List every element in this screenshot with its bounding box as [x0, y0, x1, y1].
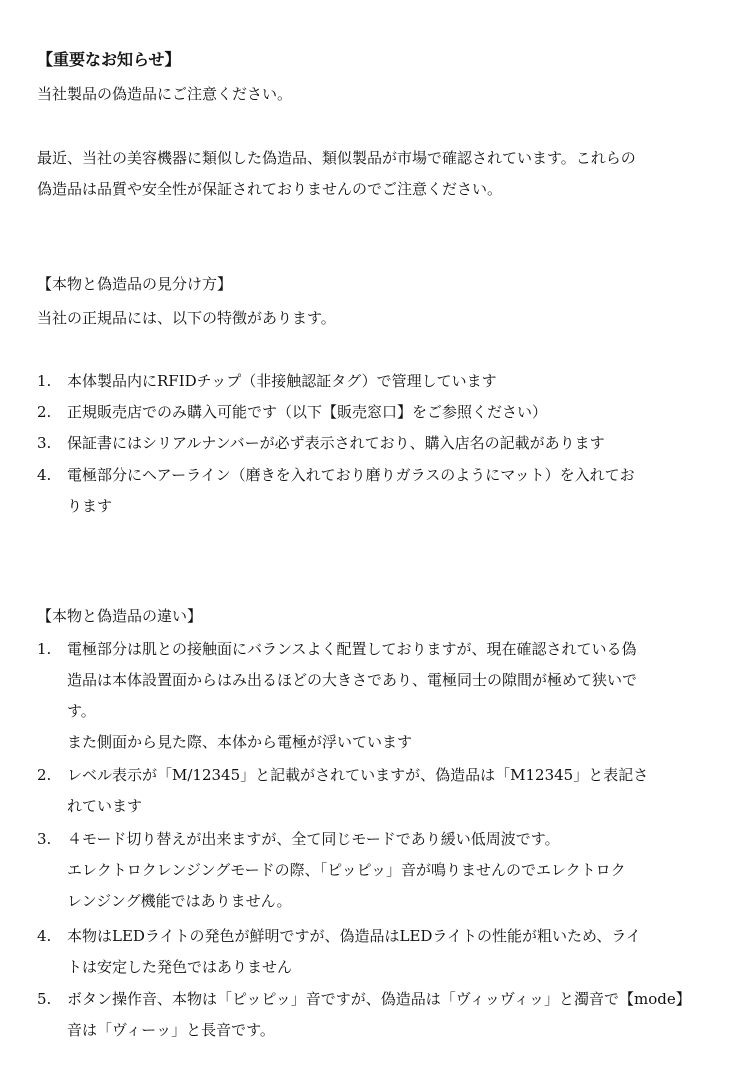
list-text-line: レベル表示が「M/12345」と記載がされていますが、偽造品は「M12345」と表記さ — [67, 766, 649, 784]
list-number: 3. — [37, 434, 52, 452]
list-text-line: ４モード切り替えが出来ますが、全て同じモードであり緩い低周波です。 — [67, 830, 560, 848]
list-number: 5. — [37, 990, 52, 1008]
notice-body-line-2: 偽造品は品質や安全性が保証されておりませんのでご注意ください。 — [37, 180, 503, 198]
notice-subtitle: 当社製品の偽造品にご注意ください。 — [37, 85, 293, 103]
list-number: 1. — [37, 372, 52, 390]
list-text-line: ります — [67, 497, 113, 515]
list-text-line: 正規販売店でのみ購入可能です（以下【販売窓口】をご参照ください） — [67, 403, 548, 421]
list-number: 4. — [37, 466, 52, 484]
list-number: 2. — [37, 766, 52, 784]
list-text-line: 本物はLEDライトの発色が鮮明ですが、偽造品はLEDライトの性能が粗いため、ライ — [67, 927, 641, 945]
notice-title: 【重要なお知らせ】 — [37, 50, 181, 69]
list-text-line: 電極部分は肌との接触面にバランスよく配置しておりますが、現在確認されている偽 — [67, 640, 637, 658]
identify-heading: 【本物と偽造品の見分け方】 — [37, 275, 233, 293]
list-text-line: ボタン操作音、本物は「ピッピッ」音ですが、偽造品は「ヴィッヴィッ」と濁音で【mode】 — [67, 990, 691, 1008]
list-number: 3. — [37, 830, 52, 848]
differences-heading: 【本物と偽造品の違い】 — [37, 607, 203, 625]
list-text-line: 造品は本体設置面からはみ出るほどの大きさであり、電極同士の隙間が極めて狭いで — [67, 671, 638, 689]
list-text-line: エレクトロクレンジングモードの際、「ピッピッ」音が鳴りませんのでエレクトロク — [67, 861, 626, 879]
list-text-line: 保証書にはシリアルナンバーが必ず表示されており、購入店名の記載があります — [67, 434, 605, 452]
list-number: 1. — [37, 640, 52, 658]
list-text-line: レンジング機能ではありません。 — [67, 892, 292, 910]
notice-body-line-1: 最近、当社の美容機器に類似した偽造品、類似製品が市場で確認されています。これらの — [37, 149, 636, 167]
list-text-line: 本体製品内にRFIDチップ（非接触認証タグ）で管理しています — [67, 372, 497, 390]
list-text-line: また側面から見た際、本体から電極が浮いています — [67, 733, 413, 751]
list-number: 4. — [37, 927, 52, 945]
list-text-line: トは安定した発色ではありません — [67, 958, 293, 976]
list-text-line: 電極部分にヘアーライン（磨きを入れており磨りガラスのようにマット）を入れてお — [67, 466, 635, 484]
list-text-line: す。 — [67, 702, 96, 720]
list-text-line: 音は「ヴィーッ」と長音です。 — [67, 1021, 275, 1039]
list-text-line: れています — [67, 797, 143, 815]
list-number: 2. — [37, 403, 52, 421]
identify-intro: 当社の正規品には、以下の特徴があります。 — [37, 309, 336, 327]
